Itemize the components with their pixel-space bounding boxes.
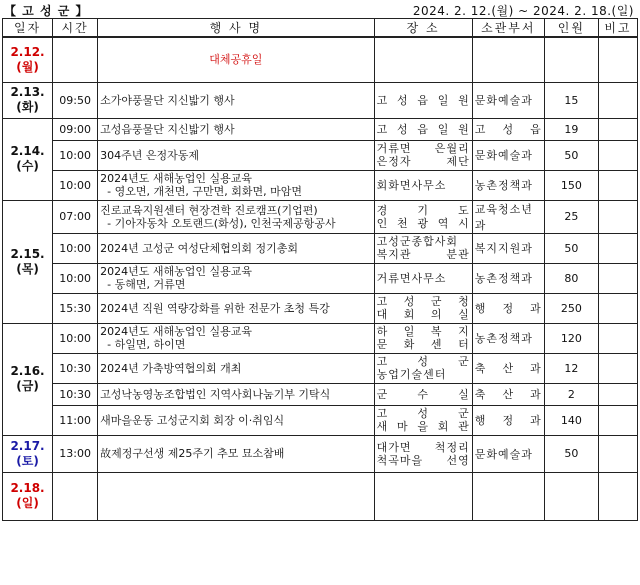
department-cell: 행 정 과	[472, 293, 544, 323]
note-cell	[598, 82, 637, 118]
table-row	[3, 323, 638, 353]
place-line: 고 성 군	[376, 355, 470, 368]
place-cell	[374, 405, 472, 435]
place-line: 고 성 읍 일 원	[376, 93, 470, 107]
place-line: 은정자 제단	[376, 155, 470, 168]
note-cell	[598, 233, 637, 263]
column-header-event: 행 사 명	[98, 19, 374, 38]
event-name-line: 진로교육지원센터 현장견학 진로캠프(기업편)	[100, 203, 318, 217]
place-cell	[374, 472, 472, 520]
attendee-count-cell	[544, 472, 598, 520]
weekday-label: (일)	[16, 496, 39, 510]
event-cell	[98, 263, 374, 293]
department-cell: 농촌정책과	[472, 323, 544, 353]
time-cell	[53, 472, 98, 520]
department-cell: 축 산 과	[472, 353, 544, 383]
event-cell	[98, 323, 374, 353]
date-cell	[3, 200, 53, 323]
attendee-count-cell: 140	[544, 405, 598, 435]
place-line: 고 성 군	[376, 407, 470, 420]
time-cell: 09:00	[53, 118, 98, 140]
weekday-label: (금)	[16, 379, 39, 393]
department-cell: 고 성 읍	[472, 118, 544, 140]
department-cell: 농촌정책과	[472, 170, 544, 200]
place-line: 군 수 실	[376, 387, 470, 401]
department-cell: 문화예술과	[472, 140, 544, 170]
attendee-count-cell: 50	[544, 435, 598, 472]
note-cell	[598, 293, 637, 323]
place-line: 고 성 읍 일 원	[376, 122, 470, 136]
table-row	[3, 435, 638, 472]
table-row	[3, 405, 638, 435]
schedule-period: 2024. 2. 12.(월) ~ 2024. 2. 18.(일)	[412, 4, 634, 18]
time-cell: 10:30	[53, 353, 98, 383]
date-label: 2.16.	[10, 364, 45, 378]
note-cell	[598, 263, 637, 293]
place-line: 회화면사무소	[376, 178, 447, 192]
event-cell	[98, 293, 374, 323]
event-name-line: 소가야풍물단 지신밟기 행사	[100, 93, 235, 107]
table-header-row	[3, 19, 638, 38]
date-cell	[3, 82, 53, 118]
department-cell: 문화예술과	[472, 82, 544, 118]
time-cell: 09:50	[53, 82, 98, 118]
event-name-line: 대체공휴일	[209, 53, 263, 67]
date-label: 2.18.	[10, 481, 45, 495]
attendee-count-cell: 120	[544, 323, 598, 353]
note-cell	[598, 323, 637, 353]
weekday-label: (화)	[16, 100, 39, 114]
time-cell: 13:00	[53, 435, 98, 472]
event-cell	[98, 200, 374, 233]
event-name-line: 2024년도 새해농업인 실용교육	[100, 172, 253, 185]
note-cell	[598, 472, 637, 520]
note-cell	[598, 140, 637, 170]
place-line: 경 기 도	[376, 203, 470, 217]
department-cell	[472, 37, 544, 82]
event-cell	[98, 435, 374, 472]
place-cell	[374, 140, 472, 170]
event-name-line: 고성읍풍물단 지신밟기 행사	[100, 122, 235, 136]
header-bar	[0, 0, 640, 18]
time-cell: 11:00	[53, 405, 98, 435]
table-row	[3, 472, 638, 520]
note-cell	[598, 37, 637, 82]
department-cell: 축 산 과	[472, 383, 544, 405]
time-cell: 10:00	[53, 263, 98, 293]
event-name-line: - 동해면, 거류면	[100, 278, 186, 291]
department-cell: 복지지원과	[472, 233, 544, 263]
table-row	[3, 263, 638, 293]
date-cell	[3, 323, 53, 435]
event-cell	[98, 405, 374, 435]
event-name-line: - 영오면, 개천면, 구만면, 회화면, 마암면	[100, 185, 302, 198]
weekday-label: (토)	[16, 453, 39, 468]
event-name-line: 2024년도 새해농업인 실용교육	[100, 265, 253, 278]
place-cell	[374, 323, 472, 353]
event-name-line: 2024년 직원 역량강화를 위한 전문가 초청 특강	[100, 301, 330, 315]
event-cell	[98, 472, 374, 520]
attendee-count-cell: 19	[544, 118, 598, 140]
attendee-count-cell: 150	[544, 170, 598, 200]
time-cell: 10:00	[53, 140, 98, 170]
time-cell: 15:30	[53, 293, 98, 323]
note-cell	[598, 435, 637, 472]
table-row	[3, 200, 638, 233]
time-cell: 10:30	[53, 383, 98, 405]
note-cell	[598, 353, 637, 383]
place-line: 하 일 복 지	[376, 325, 470, 338]
event-name-line: - 기아자동차 오토랜드(화성), 인천국제공항공사	[100, 216, 336, 230]
event-name-line: 2024년 가축방역협의회 개최	[100, 361, 242, 375]
table-row	[3, 37, 638, 82]
note-cell	[598, 170, 637, 200]
time-cell	[53, 37, 98, 82]
place-line: 인 천 광 역 시	[376, 216, 470, 230]
event-cell	[98, 118, 374, 140]
place-line: 농업기술센터	[376, 368, 447, 381]
column-header-note: 비고	[598, 19, 637, 38]
column-header-time: 시간	[53, 19, 98, 38]
event-name-line: 고성낙농영농조합법인 지역사회나눔기부 기탁식	[100, 387, 331, 401]
event-name-line: 304주년 은정자동제	[100, 148, 200, 162]
table-row	[3, 353, 638, 383]
attendee-count-cell	[544, 37, 598, 82]
table-row	[3, 170, 638, 200]
column-header-date: 일자	[3, 19, 53, 38]
attendee-count-cell: 250	[544, 293, 598, 323]
place-cell	[374, 170, 472, 200]
event-name-line: 2024년도 새해농업인 실용교육	[100, 325, 253, 338]
date-label: 2.13.	[10, 85, 45, 99]
weekday-label: (수)	[16, 159, 39, 173]
department-cell: 농촌정책과	[472, 263, 544, 293]
place-cell	[374, 435, 472, 472]
event-name-line: 새마을운동 고성군지회 회장 이·취임식	[100, 413, 285, 427]
place-line: 고성군종합사회	[376, 235, 458, 248]
date-label: 2.17.	[10, 438, 45, 453]
date-label: 2.12.	[10, 44, 45, 59]
table-row	[3, 82, 638, 118]
table-row	[3, 233, 638, 263]
date-label: 2.14.	[10, 144, 45, 158]
table-row	[3, 293, 638, 323]
department-cell: 교육청소년과	[472, 200, 544, 233]
time-cell: 10:00	[53, 233, 98, 263]
time-cell: 10:00	[53, 170, 98, 200]
region-title: 【 고 성 군 】	[4, 4, 89, 18]
column-header-count: 인원	[544, 19, 598, 38]
attendee-count-cell: 25	[544, 200, 598, 233]
date-cell	[3, 472, 53, 520]
note-cell	[598, 383, 637, 405]
place-cell	[374, 263, 472, 293]
event-name-line: 故제정구선생 제25주기 추모 묘소참배	[100, 447, 285, 460]
column-header-dept: 소관부서	[472, 19, 544, 38]
event-cell	[98, 140, 374, 170]
note-cell	[598, 200, 637, 233]
date-label: 2.15.	[10, 246, 45, 261]
attendee-count-cell: 12	[544, 353, 598, 383]
place-line: 복지관 분관	[376, 248, 470, 261]
place-line: 대 회 의 실	[376, 308, 470, 321]
table-row	[3, 140, 638, 170]
place-cell	[374, 82, 472, 118]
weekday-label: (월)	[16, 59, 39, 74]
table-row	[3, 118, 638, 140]
place-cell	[374, 233, 472, 263]
event-name-line: - 하일면, 하이면	[100, 338, 186, 351]
attendee-count-cell: 50	[544, 140, 598, 170]
schedule-table	[2, 18, 638, 521]
event-cell	[98, 353, 374, 383]
note-cell	[598, 405, 637, 435]
department-cell	[472, 472, 544, 520]
attendee-count-cell: 50	[544, 233, 598, 263]
attendee-count-cell: 80	[544, 263, 598, 293]
weekday-label: (목)	[16, 261, 39, 276]
place-cell	[374, 293, 472, 323]
place-line: 문 화 센 터	[376, 338, 470, 351]
place-line: 거류면사무소	[376, 271, 447, 285]
event-name-line: 2024년 고성군 여성단체협의회 정기총회	[100, 241, 299, 255]
place-line: 거류면 은월리	[376, 142, 470, 155]
place-line: 척곡마을 선영	[376, 453, 470, 467]
place-cell	[374, 353, 472, 383]
date-cell	[3, 435, 53, 472]
attendee-count-cell: 15	[544, 82, 598, 118]
time-cell: 10:00	[53, 323, 98, 353]
event-cell	[98, 383, 374, 405]
event-cell	[98, 37, 374, 82]
event-cell	[98, 170, 374, 200]
place-line: 고 성 군 청	[376, 295, 470, 308]
place-cell	[374, 118, 472, 140]
table-row	[3, 383, 638, 405]
place-line: 새 마 을 회 관	[376, 420, 470, 433]
date-cell	[3, 118, 53, 200]
place-cell	[374, 383, 472, 405]
department-cell: 행 정 과	[472, 405, 544, 435]
attendee-count-cell: 2	[544, 383, 598, 405]
time-cell: 07:00	[53, 200, 98, 233]
event-cell	[98, 82, 374, 118]
event-cell	[98, 233, 374, 263]
place-line: 대가면 척정리	[376, 440, 470, 454]
department-cell: 문화예술과	[472, 435, 544, 472]
place-cell	[374, 200, 472, 233]
place-cell	[374, 37, 472, 82]
column-header-place: 장 소	[374, 19, 472, 38]
date-cell	[3, 37, 53, 82]
note-cell	[598, 118, 637, 140]
